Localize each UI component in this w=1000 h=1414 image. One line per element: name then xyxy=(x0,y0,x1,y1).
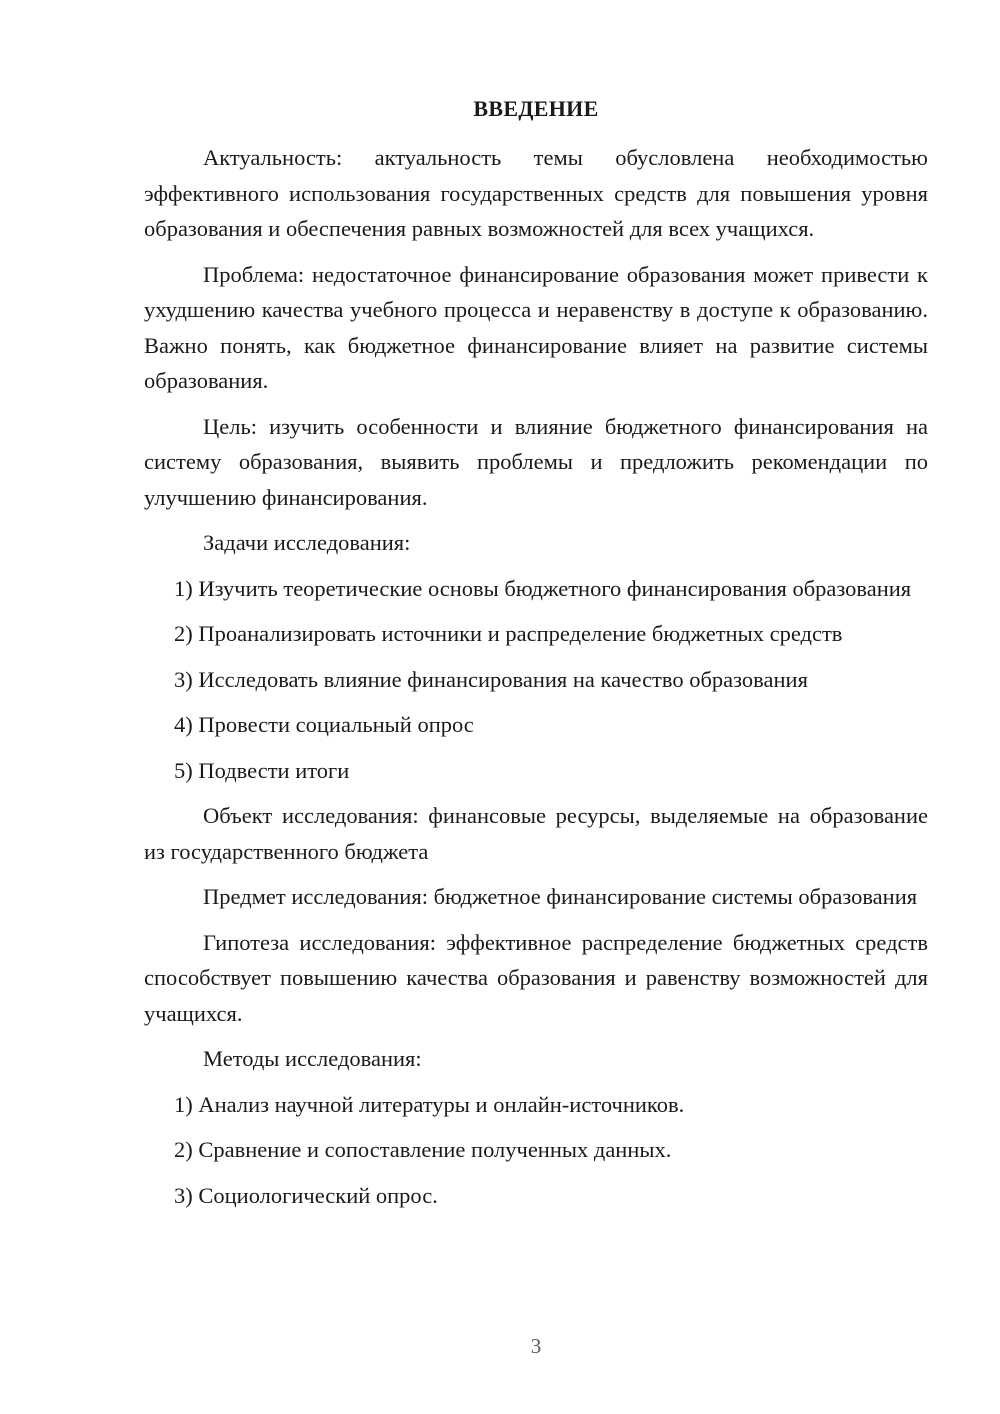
task-item-3: 3) Исследовать влияние финансирования на качество образования xyxy=(174,666,808,692)
paragraph-subject: Предмет исследования: бюджетное финансирование системы образования xyxy=(203,884,918,909)
method-item-3: 3) Социологический опрос. xyxy=(174,1182,438,1208)
paragraph-goal: Цель: изучить особенности и влияние бюджетного финансирования на систему образования, выявить проблемы и предложить рекомендации по улучшению финансирования. xyxy=(144,413,928,510)
paragraph-relevance: Актуальность: актуальность темы обусловлена необходимостью эффективного использования государственных средств для повышения уровня образования и обеспечения равных возможностей для всех учащихся. xyxy=(144,145,928,241)
task-item-1: 1) Изучить теоретические основы бюджетного финансирования образования xyxy=(174,575,912,601)
method-item-1: 1) Анализ научной литературы и онлайн-источников. xyxy=(174,1091,685,1117)
methods-heading: Методы исследования: xyxy=(203,1046,422,1071)
tasks-heading: Задачи исследования: xyxy=(203,530,411,555)
paragraph-hypothesis: Гипотеза исследования: эффективное распределение бюджетных средств способствует повышению качества образования и равенству возможностей для учащихся. xyxy=(144,929,928,1026)
task-item-4: 4) Провести социальный опрос xyxy=(174,712,474,737)
paragraph-object: Объект исследования: финансовые ресурсы, выделяемые на образование из государственного бюджета xyxy=(144,803,928,864)
page-title: ВВЕДЕНИЕ xyxy=(473,96,599,121)
document-page xyxy=(144,0,928,1414)
task-item-2: 2) Проанализировать источники и распределение бюджетных средств xyxy=(174,621,843,646)
method-item-2: 2) Сравнение и сопоставление полученных данных. xyxy=(174,1137,672,1162)
page-number: 3 xyxy=(530,1334,542,1358)
document-body xyxy=(144,140,928,1223)
task-item-5: 5) Подвести итоги xyxy=(174,757,350,783)
paragraph-problem: Проблема: недостаточное финансирование образования может привести к ухудшению качества учебного процесса и неравенству в доступе к образованию. Важно понять, как бюджетное финансирование влияет на развитие системы образования. xyxy=(144,261,928,393)
